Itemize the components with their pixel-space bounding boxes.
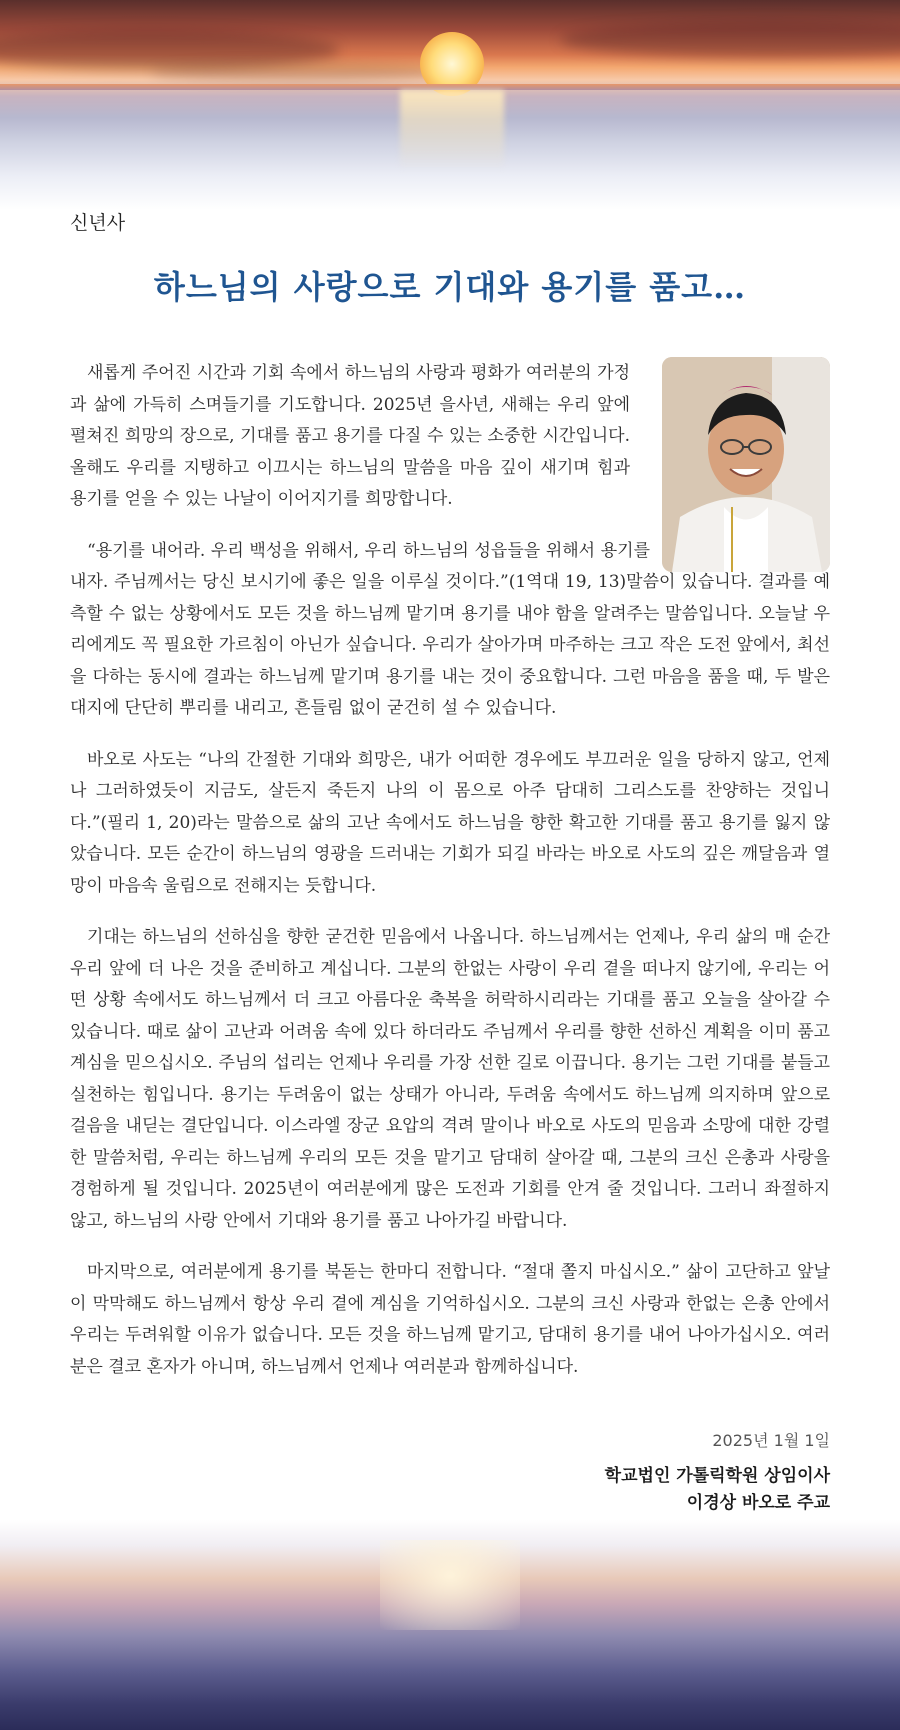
signature-organization: 학교법인 가톨릭학원 상임이사 xyxy=(604,1466,830,1486)
signature-block xyxy=(605,1428,830,1517)
paragraph: 기대는 하느님의 선하심을 향한 굳건한 믿음에서 나옵니다. 하느님께서는 언제나, 우리 삶의 매 순간 우리 앞에 더 나은 것을 준비하고 계십니다. 그분의 한없는 사랑이 우리 곁을 떠나지 않기에, 우리는 어떤 상황 속에서도 하느님께서 더 크고 아름다운 축복을 허락하시리라는 기대를 품고 오늘을 살아갈 수 있습니다. 때로 삶이 고난과 어려움 속에 있다 하더라도 주님께서 우리를 향한 선하신 계획을 이미 품고 계심을 믿으십시오. 주님의 섭리는 언제나 우리를 가장 선한 길로 이끕니다. 용기는 그런 기대를 붙들고 실천하는 힘입니다. 용기는 두려움이 없는 상태가 아니라, 두려움 속에서도 하느님께 의지하며 앞으로 걸음을 내딛는 결단입니다. 이스라엘 장군 요압의 격려 말이나 바오로 사도의 믿음과 소망에 대한 강렬한 말씀처럼, 우리는 하느님께 우리의 모든 것을 맡기고 담대히 살아갈 때, 그분의 크신 은총과 사랑을 경험하게 될 것입니다. 2025년이 여러분에게 많은 도전과 기회를 안겨 줄 것입니다. 그러니 좌절하지 않고, 하느님의 사랑 안에서 기대와 용기를 품고 나아가길 바랍니다. xyxy=(70,927,830,1231)
letter-date: 2025년 1월 1일 xyxy=(712,1431,830,1450)
sunset-banner-top xyxy=(0,0,900,210)
sun-reflection xyxy=(400,90,504,170)
sunset-banner-bottom xyxy=(0,1520,900,1730)
paragraph: “용기를 내어라. 우리 백성을 위해서, 우리 하느님의 성읍들을 위해서 용기를 내자. 주님께서는 당신 보시기에 좋은 일을 이루실 것이다.”(1역대 19, 13)말씀이 있습니다. 결과를 예측할 수 없는 상황에서도 모든 것을 하느님께 맡기며 용기를 내야 함을 알려주는 말씀입니다. 오늘날 우리에게도 꼭 필요한 가르침이 아닌가 싶습니다. 우리가 살아가며 마주하는 크고 작은 도전 앞에서, 최선을 다하는 동시에 결과는 하느님께 맡기며 용기를 내는 것이 중요합니다. 그런 마음을 품을 때, 두 발은 대지에 단단히 뿌리를 내리고, 흔들림 없이 굳건히 설 수 있습니다. xyxy=(70,540,830,718)
letter-body xyxy=(70,358,830,1403)
sun-glow xyxy=(380,1540,520,1630)
paragraph: 새롭게 주어진 시간과 기회 속에서 하느님의 사랑과 평화가 여러분의 가정과 삶에 가득히 스며들기를 기도합니다. 2025년 을사년, 새해는 우리 앞에 펼쳐진 희망의 장으로, 기대를 품고 용기를 다질 수 있는 소중한 시간입니다. 올해도 우리를 지탱하고 이끄시는 하느님의 말씀을 마음 깊이 새기며 힘과 용기를 얻을 수 있는 나날이 이어지기를 희망합니다. xyxy=(70,363,630,509)
paragraph: 마지막으로, 여러분에게 용기를 북돋는 한마디 전합니다. “절대 쫄지 마십시오.” 삶이 고단하고 앞날이 막막해도 하느님께서 항상 우리 곁에 계심을 기억하십시오. 그분의 크신 사랑과 한없는 은총 안에서 우리는 두려워할 이유가 없습니다. 모든 것을 하느님께 맡기고, 담대히 용기를 내어 나아가십시오. 여러분은 결코 혼자가 아니며, 하느님께서 언제나 여러분과 함께하십니다. xyxy=(70,1262,830,1377)
page-title: 하느님의 사랑으로 기대와 용기를 품고… xyxy=(153,268,747,306)
signature-name: 이경상 바오로 주교 xyxy=(686,1493,830,1513)
paragraph: 바오로 사도는 “나의 간절한 기대와 희망은, 내가 어떠한 경우에도 부끄러운 일을 당하지 않고, 언제나 그러하였듯이 지금도, 살든지 죽든지 나의 이 몸으로 아주 담대히 그리스도를 찬양하는 것입니다.”(필리 1, 20)라는 말씀으로 삶의 고난 속에서도 하느님을 향한 확고한 기대를 품고 용기를 잃지 않았습니다. 모든 순간이 하느님의 영광을 드러내는 기회가 되길 바라는 바오로 사도의 깊은 깨달음과 열망이 마음속 울림으로 전해지는 듯합니다. xyxy=(70,749,830,896)
cloud xyxy=(560,22,900,58)
cloud xyxy=(150,62,450,82)
photo-spacer xyxy=(650,326,830,548)
section-label: 신년사 xyxy=(70,212,126,234)
